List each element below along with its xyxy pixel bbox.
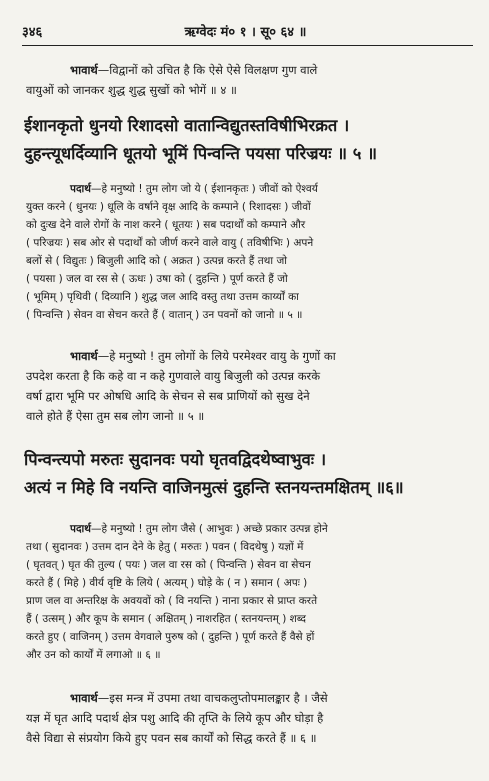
text-line: पदार्थ—हे मनुष्यो ! तुम लोग जैसे ( आभुवः ) अच्छे प्रकार उत्पन्न होने: [70, 523, 328, 535]
text-line: पदार्थ—हे मनुष्यो ! तुम लोग जो ये ( ईशानकृतः ) जीवों को ऐश्वर्य: [70, 183, 318, 195]
padartha-6: [26, 520, 475, 664]
padartha-label: पदार्थ: [70, 523, 91, 535]
text-line: ( पयसा ) जल वा रस से ( ऊधः ) उषा को ( दुहन्ति ) पूर्ण करते हैं जो: [26, 273, 288, 285]
text-line: ( पिन्वन्ति ) सेवन वा सेचन करते हैं ( वातान् ) उन पवनों को जानो ॥ ५ ॥: [26, 309, 303, 321]
mantra-line: अत्यं न मिहे वि नयन्ति वाजिनमुत्सं दुहन्ति स्तनयन्तमक्षितम् ॥६॥: [24, 478, 404, 497]
bhavartha-5: [26, 346, 475, 426]
text-line: वायुओं को जानकर शुद्ध शुद्ध सुखों को भोगें ॥ ४ ॥: [26, 83, 237, 97]
bhavartha-6: [26, 688, 475, 748]
text-line: वर्षा द्वारा भूमि पर ओषधि आदि के सेचन से सब प्राणियों को सुख देने: [26, 389, 310, 403]
bhavartha-label: भावार्थ: [70, 63, 98, 77]
text-line: प्राण जल वा अन्तरिक्ष के अवयवों को ( वि नयन्ति ) नाना प्रकार से प्राप्त करते: [26, 595, 318, 607]
text-line: भावार्थ—विद्वानों को उचित है कि ऐसे ऐसे विलक्षण गुण वाले: [70, 63, 318, 77]
padartha-5: [26, 180, 475, 324]
header-rule: [22, 45, 473, 46]
running-title: ऋग्वेदः मं० १ । सू० ६४ ॥: [184, 25, 307, 40]
mantra-line: ईशानकृतो धुनयो रिशादसो वातान्विद्युतस्तविषीभिरक्रत ।: [24, 116, 350, 135]
mantra-6: [24, 446, 475, 502]
text-line: यज्ञ में घृत आदि पदार्थ क्षेत्र पशु आदि की तृप्ति के लिये कूप और घोड़ा है: [26, 711, 324, 725]
text-line: ( घृतवत् ) घृत की तुल्य ( पयः ) जल वा रस को ( पिन्वन्ति ) सेवन वा सेचन: [26, 559, 311, 571]
mantra-line: दुहन्त्यूधर्दिव्यानि धूतयो भूमिं पिन्वन्ति पयसा परिज्रयः ॥ ५ ॥: [24, 144, 378, 163]
bhavartha-label: भावार्थ: [70, 349, 98, 363]
padartha-label: पदार्थ: [70, 183, 91, 195]
text-line: भावार्थ—हे मनुष्यो ! तुम लोगों के लिये परमेश्वर वायु के गुणों का: [70, 349, 336, 363]
text-line: करते हैं ( मिहे ) वीर्य वृष्टि के लिये ( अत्यम् ) घोड़े के ( न ) समान ( अपः ): [26, 577, 308, 589]
bhavartha-4: [26, 60, 475, 100]
page-header: [22, 22, 469, 42]
text-line: और उन को कार्यों में लगाओ ॥ ६ ॥: [26, 649, 161, 661]
text-line: हैं ( उत्सम् ) और कूप के समान ( अक्षितम् ) नाशरहित ( स्तनयन्तम् ) शब्द: [26, 613, 306, 625]
text-line: को दुःख देने वाले रोगों के नाश करने ( धूतयः ) सब पदार्थों को कम्पाने और: [26, 219, 306, 231]
text-line: तथा ( सुदानवः ) उत्तम दान देने के हेतु ( मरुतः ) पवन ( विदथेषु ) यज्ञों में: [26, 541, 304, 553]
text-line: ( भूमिम् ) पृथिवी ( दिव्यानि ) शुद्ध जल आदि वस्तु तथा उत्तम कार्य्यों का: [26, 291, 299, 303]
text-line: ( परिज्रयः ) सब ओर से पदार्थों को जीर्ण करने वाले वायु ( तविषीभिः ) अपने: [26, 237, 314, 249]
text-line: उपदेश करता है कि कहे वा न कहे गुणवाले वायु बिजुली को उत्पन्न करके: [26, 369, 321, 383]
text-line: भावार्थ—इस मन्त्र में उपमा तथा वाचकलुप्तोपमालङ्कार है । जैसे: [70, 691, 328, 705]
text-line: वैसे विद्या से संप्रयोग किये हुए पवन सब कार्यों को सिद्ध करते हैं ॥ ६ ॥: [26, 731, 317, 745]
bhavartha-label: भावार्थ: [70, 691, 98, 705]
text-line: युक्त करने ( धुनयः ) धूलि के वर्षाने वृक्ष आदि के कम्पाने ( रिशादसः ) जीवों: [26, 201, 311, 213]
page-number: ३४६: [22, 25, 43, 40]
text-line: वाले होते हैं ऐसा तुम सब लोग जानो ॥ ५ ॥: [26, 409, 205, 423]
text-line: करते हुए ( वाजिनम् ) उत्तम वेगवाले पुरुष को ( दुहन्ति ) पूर्ण करते हैं वैसे हों: [26, 631, 315, 643]
mantra-5: [24, 112, 475, 168]
text-line: बलों से ( विद्युतः ) बिजुली आदि को ( अक्रत ) उत्पन्न करते हैं तथा जो: [26, 255, 287, 267]
mantra-line: पिन्वन्त्यपो मरुतः सुदानवः पयो घृतवद्विदथेष्वाभुवः ।: [24, 450, 327, 469]
